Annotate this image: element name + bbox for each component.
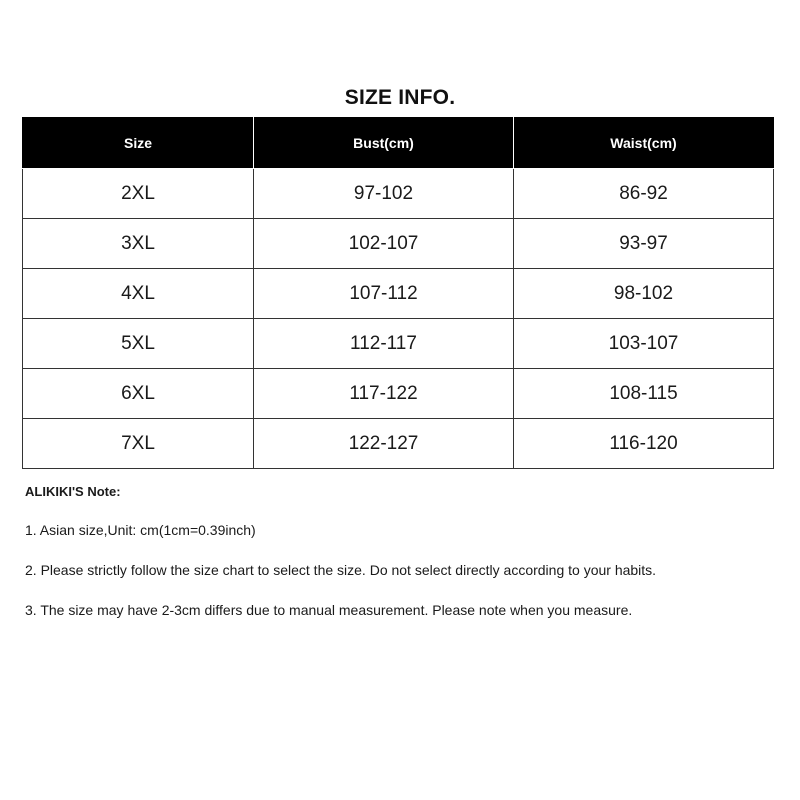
table-row <box>23 319 774 369</box>
note-line-3: 3. The size may have 2-3cm differs due to manual measurement. Please note when you measure. <box>25 602 633 618</box>
header-size: Size <box>23 118 254 169</box>
cell-size: 4XL <box>23 269 254 319</box>
table-row <box>23 169 774 219</box>
cell-bust: 102-107 <box>254 219 514 269</box>
cell-bust: 97-102 <box>254 169 514 219</box>
notes-title: ALIKIKI'S Note: <box>25 484 121 499</box>
cell-bust: 117-122 <box>254 369 514 419</box>
cell-bust: 107-112 <box>254 269 514 319</box>
cell-waist: 103-107 <box>514 319 774 369</box>
table-header-row <box>23 118 774 169</box>
note-line-2: 2. Please strictly follow the size chart to select the size. Do not select directly according to your habits. <box>25 562 657 578</box>
header-bust: Bust(cm) <box>254 118 514 169</box>
cell-waist: 93-97 <box>514 219 774 269</box>
cell-bust: 112-117 <box>254 319 514 369</box>
cell-size: 5XL <box>23 319 254 369</box>
cell-waist: 86-92 <box>514 169 774 219</box>
table-row <box>23 269 774 319</box>
table-row <box>23 219 774 269</box>
note-line-1: 1. Asian size,Unit: cm(1cm=0.39inch) <box>25 522 256 538</box>
header-waist: Waist(cm) <box>514 118 774 169</box>
cell-waist: 116-120 <box>514 419 774 469</box>
cell-bust: 122-127 <box>254 419 514 469</box>
cell-size: 2XL <box>23 169 254 219</box>
page-title: SIZE INFO. <box>344 86 456 109</box>
cell-size: 7XL <box>23 419 254 469</box>
notes-section <box>25 484 785 641</box>
cell-size: 3XL <box>23 219 254 269</box>
table-row <box>23 419 774 469</box>
cell-size: 6XL <box>23 369 254 419</box>
cell-waist: 108-115 <box>514 369 774 419</box>
size-table <box>22 117 774 469</box>
table-row <box>23 369 774 419</box>
cell-waist: 98-102 <box>514 269 774 319</box>
